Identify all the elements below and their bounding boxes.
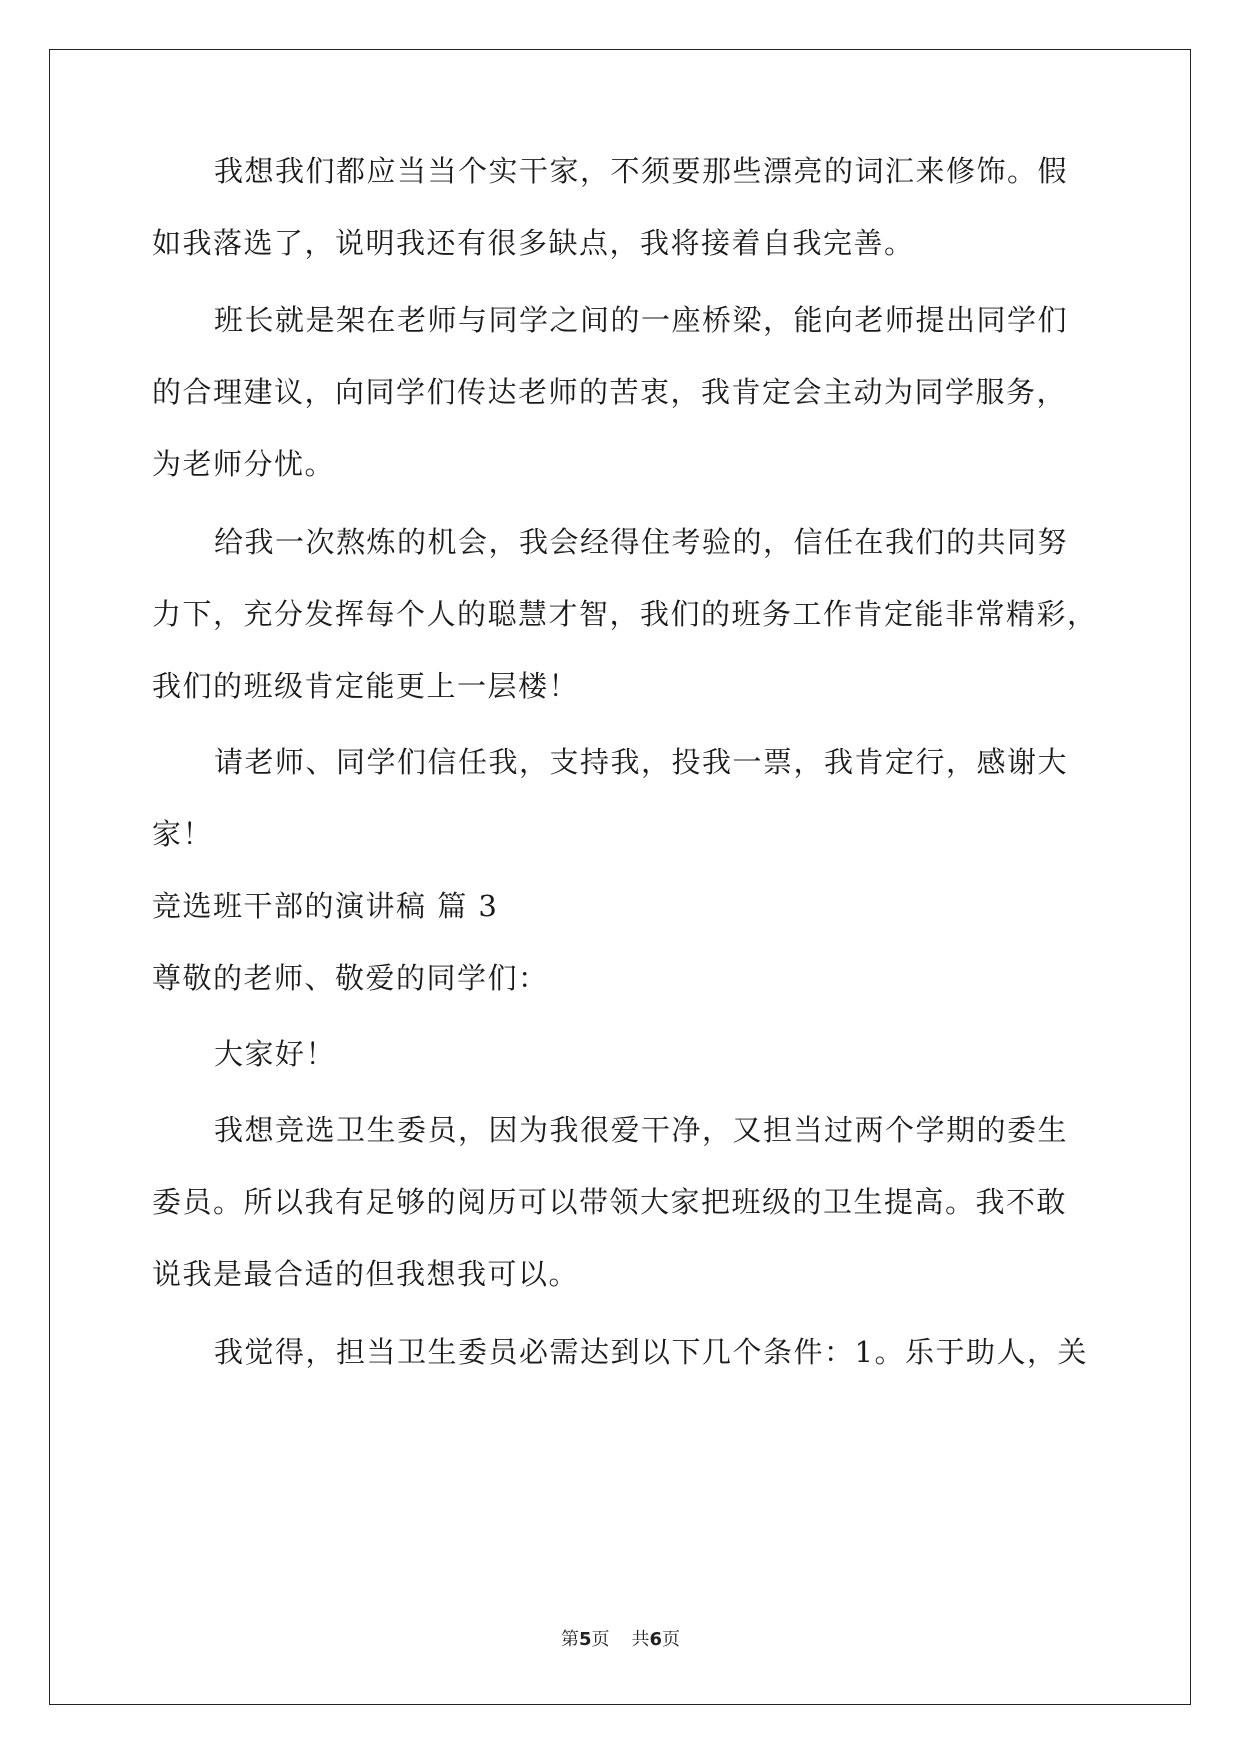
paragraph-line: 为老师分忧。 bbox=[152, 447, 336, 481]
section-heading: 竞选班干部的演讲稿 篇 3 bbox=[152, 889, 499, 923]
paragraph-line: 的合理建议，向同学们传达老师的苦衷，我肯定会主动为同学服务， bbox=[152, 375, 1068, 409]
paragraph-line: 给我一次熬炼的机会，我会经得住考验的，信任在我们的共同努 bbox=[214, 525, 1069, 559]
paragraph-line: 班长就是架在老师与同学之间的一座桥梁，能向老师提出同学们 bbox=[214, 303, 1069, 337]
paragraph-line: 力下，充分发挥每个人的聪慧才智，我们的班务工作肯定能非常精彩， bbox=[152, 597, 1098, 631]
page-footer bbox=[0, 1628, 1241, 1652]
current-page-number: 5 bbox=[578, 1629, 592, 1650]
paragraph-line: 我想竞选卫生委员，因为我很爱干净，又担当过两个学期的委生 bbox=[214, 1113, 1069, 1147]
paragraph-line: 说我是最合适的但我想我可以。 bbox=[152, 1257, 580, 1291]
greeting: 大家好！ bbox=[214, 1037, 337, 1071]
footer-page-word: 页 bbox=[591, 1629, 610, 1650]
paragraph-line: 我觉得，担当卫生委员必需达到以下几个条件：1。乐于助人，关 bbox=[214, 1335, 1088, 1369]
paragraph-line: 如我落选了，说明我还有很多缺点，我将接着自我完善。 bbox=[152, 226, 915, 260]
footer-prefix: 第 bbox=[560, 1629, 579, 1650]
total-page-number: 6 bbox=[649, 1629, 663, 1650]
footer-total-suffix: 页 bbox=[662, 1629, 681, 1650]
paragraph-line: 家！ bbox=[152, 817, 214, 851]
paragraph-line: 我们的班级肯定能更上一层楼！ bbox=[152, 669, 580, 703]
salutation: 尊敬的老师、敬爱的同学们： bbox=[152, 961, 549, 995]
paragraph-line: 委员。所以我有足够的阅历可以带领大家把班级的卫生提高。我不敢 bbox=[152, 1185, 1068, 1219]
paragraph-line: 我想我们都应当当个实干家，不须要那些漂亮的词汇来修饰。假 bbox=[214, 154, 1069, 188]
paragraph-line: 请老师、同学们信任我，支持我，投我一票，我肯定行，感谢大 bbox=[214, 745, 1069, 779]
footer-total-prefix: 共 bbox=[631, 1629, 650, 1650]
page-border bbox=[49, 49, 1191, 1705]
